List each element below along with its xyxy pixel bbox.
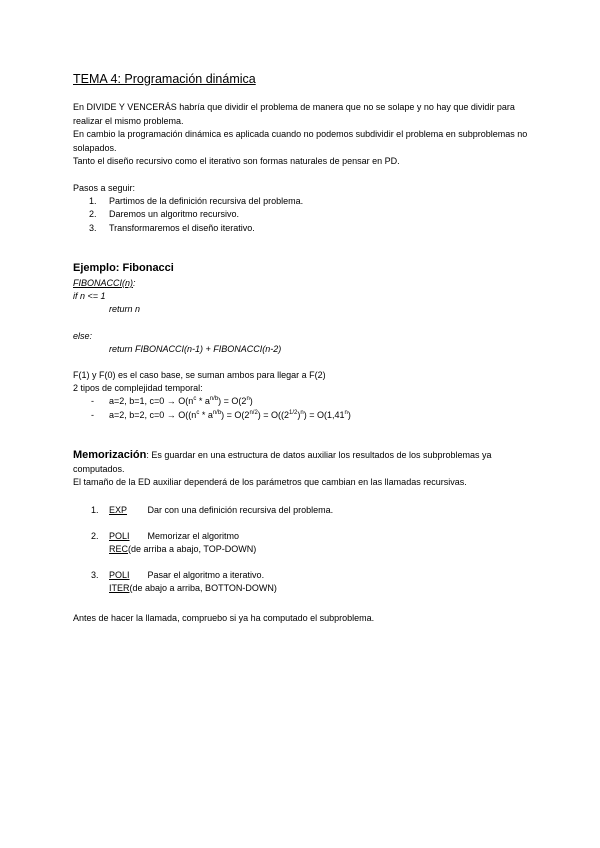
step-item	[73, 208, 303, 221]
dash-bullet: -	[91, 409, 94, 420]
intro-line-2: En cambio la programación dinámica es aplicada cuando no podemos subdividir el problema en subproblemas no solapados.	[73, 129, 528, 153]
memo-definition	[73, 449, 533, 476]
closing-text: Antes de hacer la llamada, compruebo si ya ha computado el subproblema.	[73, 613, 375, 623]
item-text: Dar con una definición recursiva del problema.	[147, 505, 334, 515]
step-text: Daremos un algoritmo recursivo.	[109, 209, 240, 220]
superscript: n	[344, 409, 348, 416]
superscript: c	[196, 409, 200, 416]
superscript: c	[193, 396, 197, 402]
page-title: TEMA 4: Programación dinámica	[73, 72, 256, 86]
superscript: n/b	[209, 396, 219, 402]
complexity-formula-part: a=2, b=2, c=0 → O((n	[109, 409, 197, 420]
superscript: n/b	[212, 409, 222, 416]
memo-list-item	[73, 569, 333, 596]
memo-size-text: El tamaño de la ED auxiliar dependerá de los parámetros que cambian en las llamadas recursivas.	[73, 477, 467, 487]
step-number: 3.	[89, 222, 97, 233]
complexity-tag: POLI	[109, 569, 130, 580]
superscript: n	[300, 409, 304, 416]
code-else-line: else:	[73, 331, 93, 341]
code-function-name: FIBONACCI(n)	[73, 278, 134, 288]
complexity-formula-part: )	[249, 396, 253, 406]
memo-list-item	[73, 530, 333, 557]
approach-text: (de arriba a abajo, TOP-DOWN)	[128, 544, 257, 554]
complexity-item	[73, 395, 351, 409]
superscript: 1/2	[289, 409, 298, 416]
step-number: 1.	[89, 196, 97, 206]
step-item	[73, 195, 303, 208]
item-text: Memorizar el algoritmo	[147, 530, 240, 541]
code-return-n: return n	[109, 304, 141, 314]
complexity-tag: POLI	[109, 530, 130, 541]
code-function-signature	[73, 277, 136, 291]
complexity-formula-part: ) = O(2	[221, 409, 250, 420]
superscript: n	[246, 396, 250, 402]
intro-paragraph	[73, 101, 533, 169]
step-text: Transformaremos el diseño iterativo.	[109, 222, 255, 233]
complexity-list	[73, 395, 351, 422]
complexity-formula-part: ) = O((2	[257, 409, 290, 420]
step-text: Partimos de la definición recursiva del problema.	[109, 196, 304, 206]
complexity-formula-part: ) = O(1,41	[303, 409, 345, 420]
memo-paragraph	[73, 449, 533, 490]
complexity-item	[73, 409, 351, 423]
step-number: 2.	[89, 209, 97, 220]
memo-list-item	[73, 504, 333, 518]
example-heading: Ejemplo: Fibonacci	[73, 262, 174, 274]
complexity-formula-part: )	[347, 409, 351, 420]
item-text: Pasar el algoritmo a iterativo.	[147, 569, 265, 580]
approach-text: (de abajo a arriba, BOTTON-DOWN)	[129, 583, 277, 593]
item-number: 2.	[91, 530, 99, 541]
approach-tag: ITER	[109, 583, 130, 593]
intro-line-3: Tanto el diseño recursivo como el iterativo son formas naturales de pensar en PD.	[73, 156, 400, 166]
approach-tag: REC	[109, 544, 129, 554]
base-case-text: F(1) y F(0) es el caso base, se suman ambos para llegar a F(2)	[73, 370, 326, 380]
memo-term: Memorización	[73, 449, 147, 461]
superscript: n/2	[249, 409, 258, 416]
step-item	[73, 222, 303, 235]
complexity-formula-part: )	[297, 409, 301, 420]
item-number: 1.	[91, 505, 99, 515]
complexity-tag: EXP	[109, 505, 128, 515]
intro-line-1: En DIVIDE Y VENCERÁS habría que dividir el problema de manera que no se solape y no hay que dividir para realizar el mismo problema.	[73, 102, 515, 126]
code-colon: :	[133, 278, 136, 288]
steps-label: Pasos a seguir:	[73, 183, 136, 193]
complexity-formula-part: * a	[199, 409, 213, 420]
complexity-label: 2 tipos de complejidad temporal:	[73, 383, 203, 393]
item-number: 3.	[91, 569, 99, 580]
complexity-formula-part: ) = O(2	[218, 396, 247, 406]
code-if-line: if n <= 1	[73, 291, 106, 301]
dash-bullet: -	[91, 396, 94, 406]
complexity-formula-part: * a	[196, 396, 210, 406]
code-return-recursive: return FIBONACCI(n-1) + FIBONACCI(n-2)	[109, 344, 282, 354]
memo-list	[73, 504, 333, 608]
steps-list	[73, 195, 303, 235]
memo-definition-text: : Es guardar en una estructura de datos auxiliar los resultados de los subproblemas ya computados.	[73, 450, 492, 474]
complexity-formula-part: a=2, b=1, c=0 → O(n	[109, 396, 194, 406]
